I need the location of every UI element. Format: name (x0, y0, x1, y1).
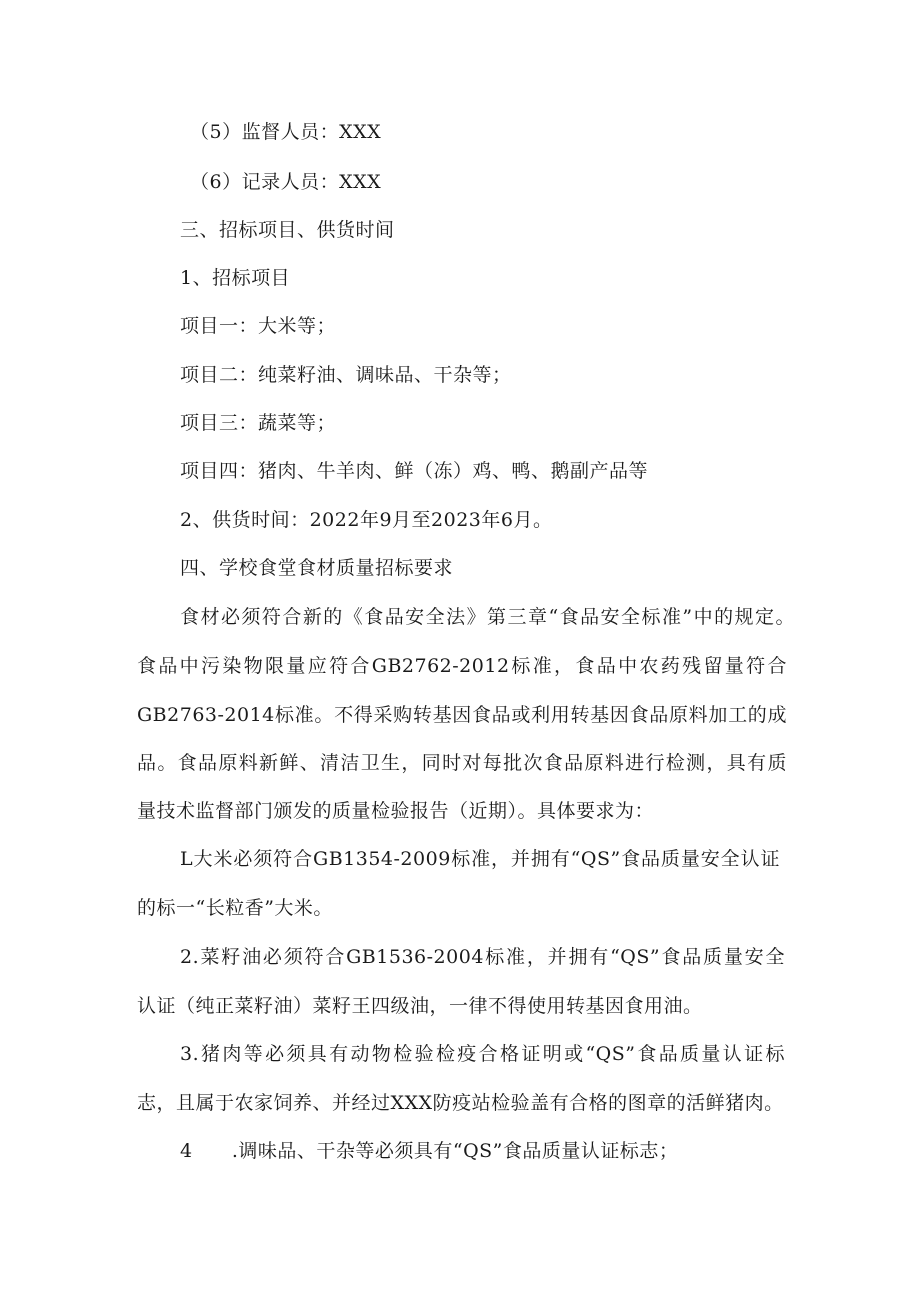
item-four: 项目四：猪肉、牛羊肉、鲜（冻）鸡、鸭、鹅副产品等 (180, 460, 649, 482)
item-two: 项目二：纯菜籽油、调味品、干杂等； (180, 364, 512, 386)
supply-time: 2、供货时间：2022年9月至2023年6月。 (180, 509, 553, 531)
supervisor-line: （5）监督人员：XXX (190, 121, 382, 143)
item-three: 项目三：蔬菜等； (180, 412, 337, 434)
item-one: 项目一：大米等； (180, 315, 337, 337)
section-heading-4: 四、学校食堂食材质量招标要求 (180, 557, 454, 579)
rice-requirement-line-1: L大米必须符合GB1354-2009标准，并拥有“QS”食品质量安全认证 (180, 848, 780, 870)
requirements-line-2: 食品中污染物限量应符合GB2762-2012标准，食品中农药残留量符合 (137, 655, 787, 677)
pork-requirement-line-1: 3.猪肉等必须具有动物检验检疫合格证明或“QS”食品质量认证标 (180, 1043, 785, 1065)
requirements-line-1: 食材必须符合新的《食品安全法》第三章“食品安全标准”中的规定。 (180, 606, 795, 628)
subheading-bid-items: 1、招标项目 (180, 267, 291, 289)
oil-requirement-line-1: 2.菜籽油必须符合GB1536-2004标准，并拥有“QS”食品质量安全 (180, 946, 785, 968)
section-heading-3: 三、招标项目、供货时间 (180, 219, 395, 241)
requirements-line-3: GB2763-2014标准。不得采购转基因食品或利用转基因食品原料加工的成 (137, 704, 787, 726)
recorder-line: （6）记录人员：XXX (190, 171, 382, 193)
rice-requirement-line-2: 的标一“长粒香”大米。 (137, 897, 333, 919)
pork-requirement-line-2: 志，且属于农家饲养、并经过XXX防疫站检验盖有合格的图章的活鲜猪肉。 (137, 1092, 784, 1114)
seasoning-requirement: 4 .调味品、干杂等必须具有“QS”食品质量认证标志； (180, 1140, 679, 1162)
requirements-line-5: 量技术监督部门颁发的质量检验报告（近期）。具体要求为： (137, 800, 655, 822)
oil-requirement-line-2: 认证（纯正菜籽油）菜籽王四级油，一律不得使用转基因食用油。 (137, 995, 703, 1017)
requirements-line-4: 品。食品原料新鲜、清洁卫生，同时对每批次食品原料进行检测，具有质 (137, 752, 787, 774)
